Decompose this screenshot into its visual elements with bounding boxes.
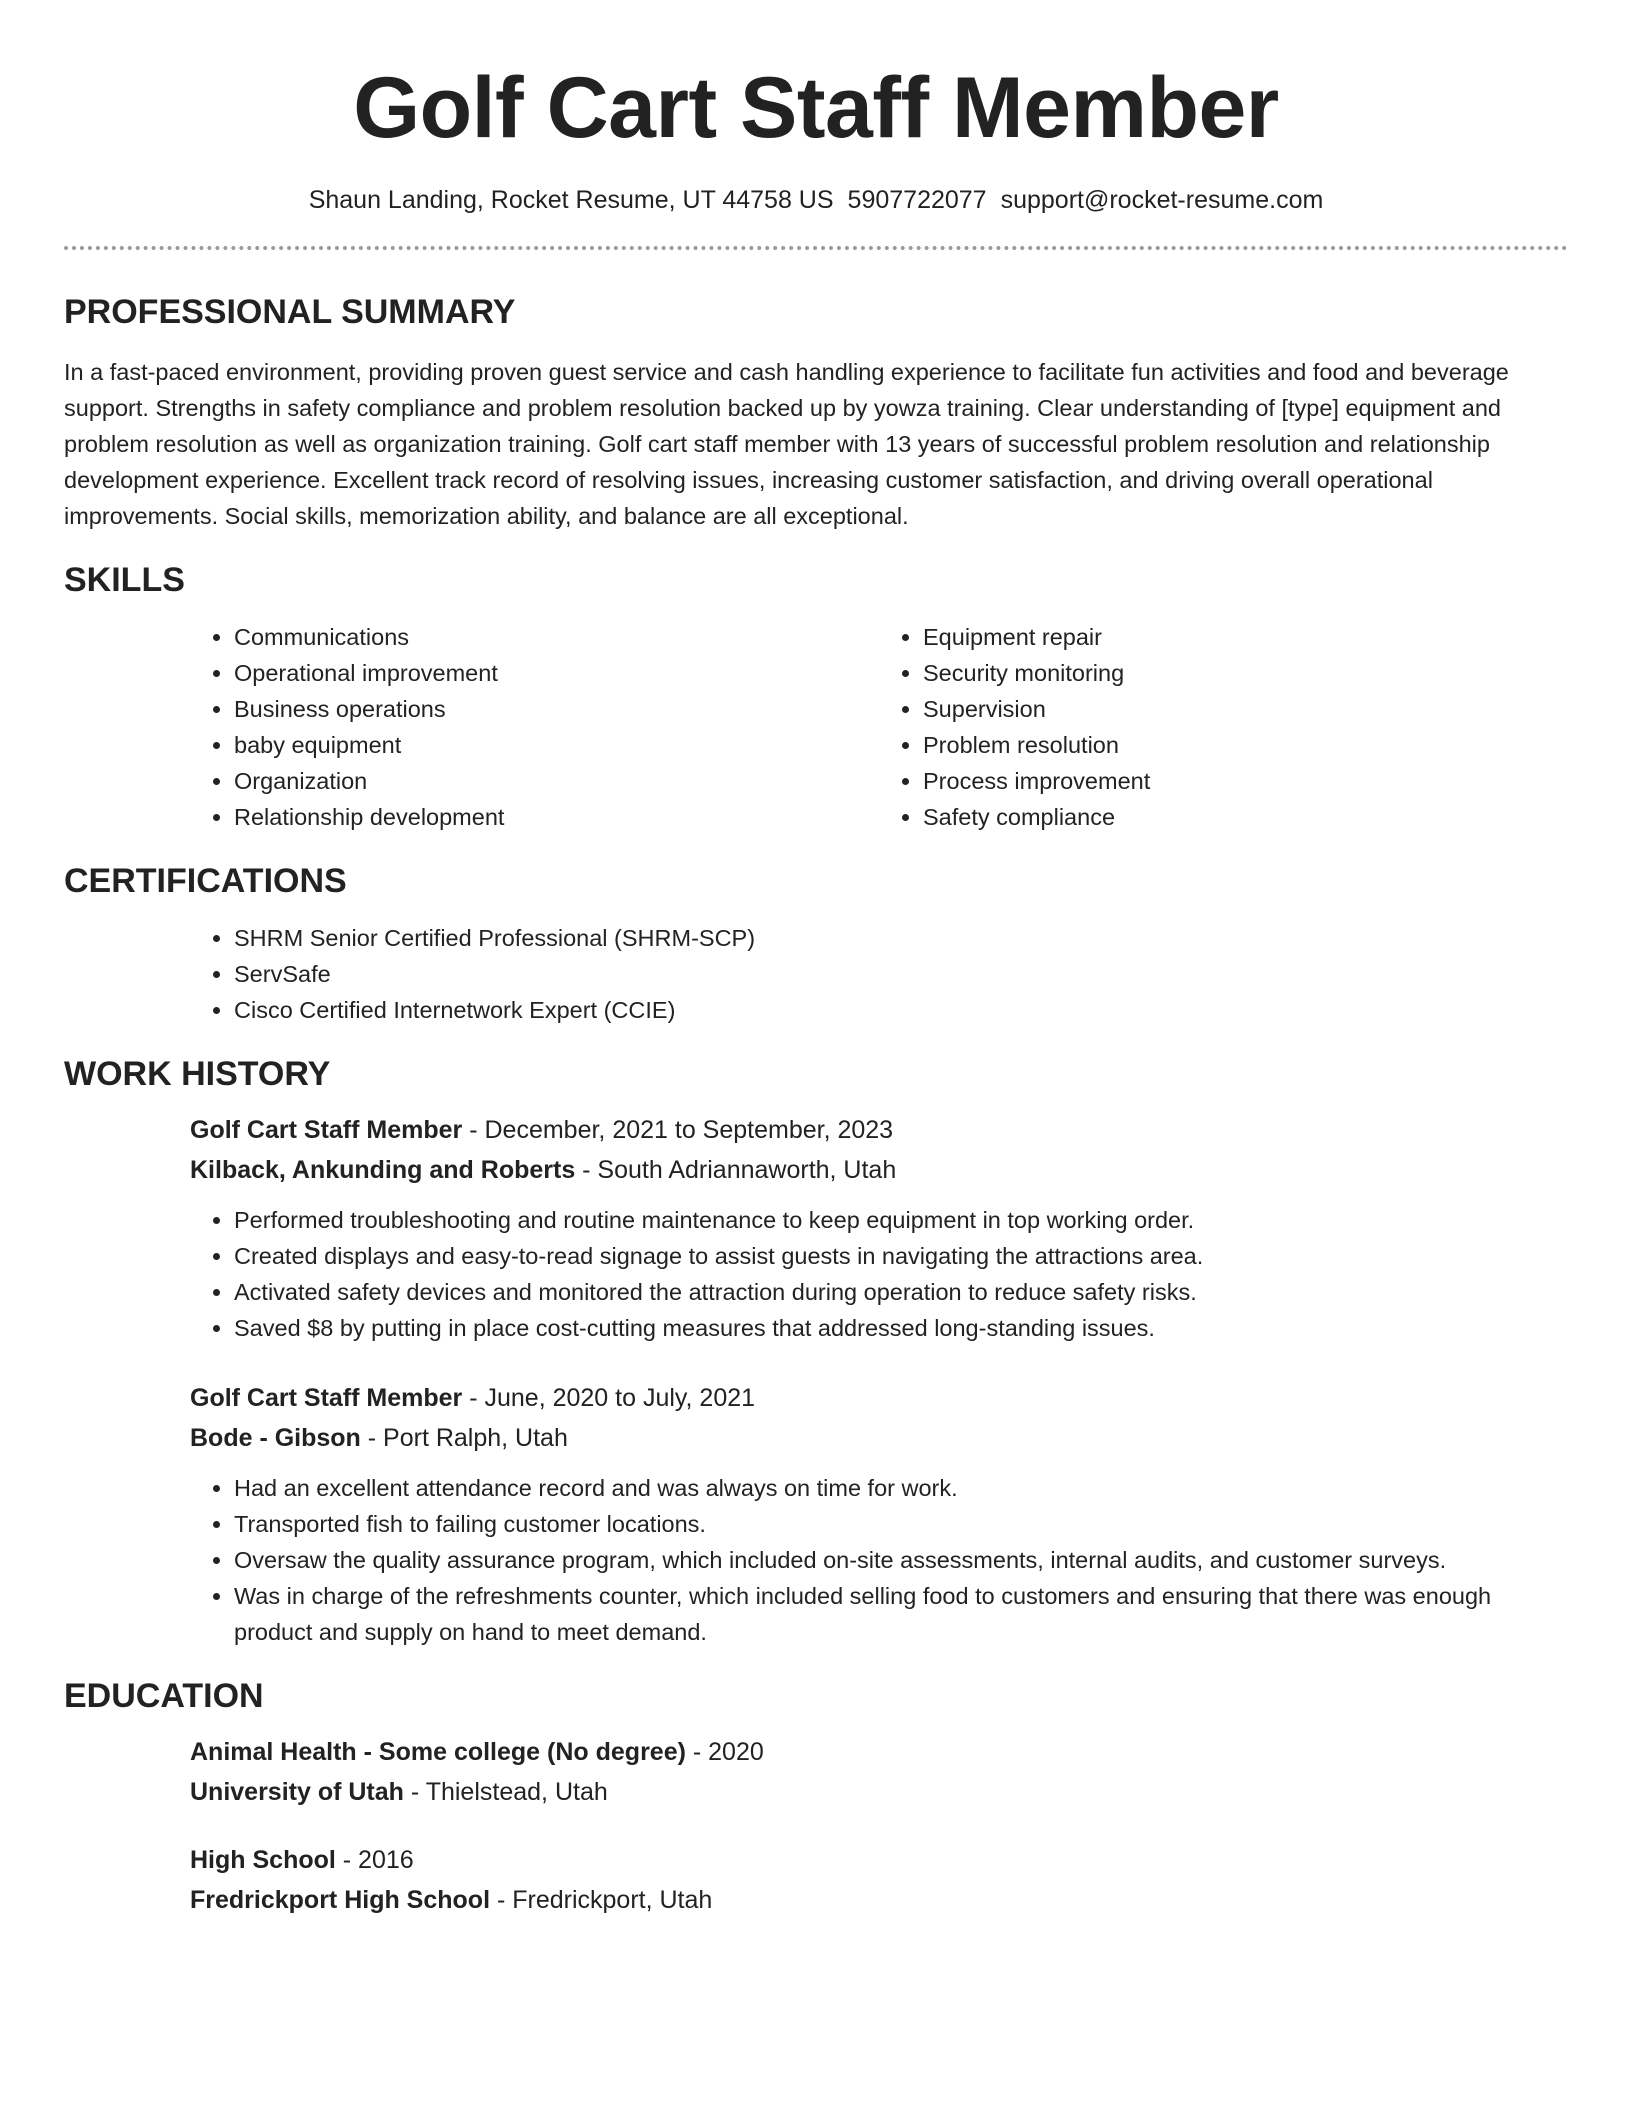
job-company: Bode - Gibson — [190, 1424, 361, 1452]
job-bullet: • Had an excellent attendance record and was always on time for work. — [234, 1470, 1568, 1506]
education-school-line — [190, 1772, 1568, 1812]
skills-section — [64, 560, 1568, 835]
summary-title: PROFESSIONAL SUMMARY — [64, 293, 516, 331]
certifications-list — [190, 920, 1568, 1028]
education-location: - Thielstead, Utah — [403, 1778, 608, 1806]
skill-item: • Security monitoring — [923, 655, 1568, 691]
job-location: - Port Ralph, Utah — [360, 1424, 568, 1452]
education-degree: Animal Health - Some college (No degree) — [190, 1738, 686, 1766]
certification-item: • Cisco Certified Internetwork Expert (CCIE) — [234, 992, 1568, 1028]
job-bullets — [190, 1470, 1568, 1650]
job-role: Golf Cart Staff Member — [190, 1384, 463, 1412]
summary-section — [64, 292, 1568, 534]
skill-item: • Process improvement — [923, 763, 1568, 799]
certifications-section — [64, 861, 1568, 1028]
skill-item: • Communications — [234, 619, 879, 655]
job-role-line — [190, 1110, 1568, 1150]
skill-item: • Business operations — [234, 691, 879, 727]
skill-item: • Relationship development — [234, 799, 879, 835]
job-company-line — [190, 1150, 1568, 1190]
job-dates: - December, 2021 to September, 2023 — [462, 1116, 894, 1144]
skill-item: • Safety compliance — [923, 799, 1568, 835]
certification-item: • SHRM Senior Certified Professional (SHRM-SCP) — [234, 920, 1568, 956]
skill-item: • Supervision — [923, 691, 1568, 727]
education-entry — [190, 1732, 1568, 1812]
job-bullet: • Performed troubleshooting and routine maintenance to keep equipment in top working order. — [234, 1202, 1568, 1238]
job-entry — [190, 1378, 1568, 1650]
contact-address: Shaun Landing, Rocket Resume, UT 44758 US — [308, 186, 834, 214]
job-role: Golf Cart Staff Member — [190, 1116, 463, 1144]
education-year: - 2016 — [335, 1846, 414, 1874]
education-location: - Fredrickport, Utah — [490, 1886, 713, 1914]
job-bullet: • Activated safety devices and monitored the attraction during operation to reduce safety risks. — [234, 1274, 1568, 1310]
education-degree-line — [190, 1840, 1568, 1880]
contact-line — [64, 184, 1568, 216]
job-bullets — [190, 1202, 1568, 1346]
job-bullet: • Transported fish to failing customer locations. — [234, 1506, 1568, 1542]
education-school: University of Utah — [190, 1778, 404, 1806]
certification-item: • ServSafe — [234, 956, 1568, 992]
job-bullet: • Was in charge of the refreshments counter, which included selling food to customers and ensuring that there was enough product and supply on hand to meet demand. — [234, 1578, 1568, 1650]
job-dates: - June, 2020 to July, 2021 — [462, 1384, 756, 1412]
job-bullet: • Created displays and easy-to-read signage to assist guests in navigating the attractions area. — [234, 1238, 1568, 1274]
education-year: - 2020 — [685, 1738, 764, 1766]
education-entry — [190, 1840, 1568, 1920]
skill-item: • baby equipment — [234, 727, 879, 763]
skill-item: • Problem resolution — [923, 727, 1568, 763]
education-section — [64, 1676, 1568, 1920]
skill-item: • Organization — [234, 763, 879, 799]
skills-title: SKILLS — [64, 561, 185, 599]
education-school: Fredrickport High School — [190, 1886, 491, 1914]
education-degree-line — [190, 1732, 1568, 1772]
certifications-title: CERTIFICATIONS — [64, 862, 347, 900]
summary-text: In a fast-paced environment, providing proven guest service and cash handling experience to facilitate fun activities and food and beverage support. Strengths in safety compliance and problem resolution backed up by yowza training. Clear understanding of [type] equipment and problem resolution as well as organization training. Golf cart staff member with 13 years of successful problem resolution and relationship development experience. Excellent track record of resolving issues, increasing customer satisfaction, and driving overall operational improvements. Social skills, memorization ability, and balance are all exceptional. — [64, 359, 1509, 529]
job-company-line — [190, 1418, 1568, 1458]
skills-grid — [190, 619, 1568, 835]
job-bullet: • Oversaw the quality assurance program, which included on-site assessments, internal audits, and customer surveys. — [234, 1542, 1568, 1578]
skills-left-list — [190, 619, 879, 835]
resume-name: Golf Cart Staff Member — [353, 60, 1279, 156]
job-company: Kilback, Ankunding and Roberts — [190, 1156, 576, 1184]
contact-email: support@rocket-resume.com — [1000, 186, 1324, 214]
job-location: - South Adriannaworth, Utah — [575, 1156, 897, 1184]
header-divider — [64, 246, 1568, 250]
education-title: EDUCATION — [64, 1677, 264, 1715]
job-bullet: • Saved $8 by putting in place cost-cutting measures that addressed long-standing issues. — [234, 1310, 1568, 1346]
job-entry — [190, 1110, 1568, 1346]
skills-right-list — [879, 619, 1568, 835]
skill-item: • Operational improvement — [234, 655, 879, 691]
skill-item: • Equipment repair — [923, 619, 1568, 655]
work-title: WORK HISTORY — [64, 1055, 331, 1093]
contact-phone: 5907722077 — [847, 186, 987, 214]
education-degree: High School — [190, 1846, 336, 1874]
resume-page — [64, 0, 1568, 1920]
education-school-line — [190, 1880, 1568, 1920]
work-section — [64, 1054, 1568, 1650]
job-role-line — [190, 1378, 1568, 1418]
